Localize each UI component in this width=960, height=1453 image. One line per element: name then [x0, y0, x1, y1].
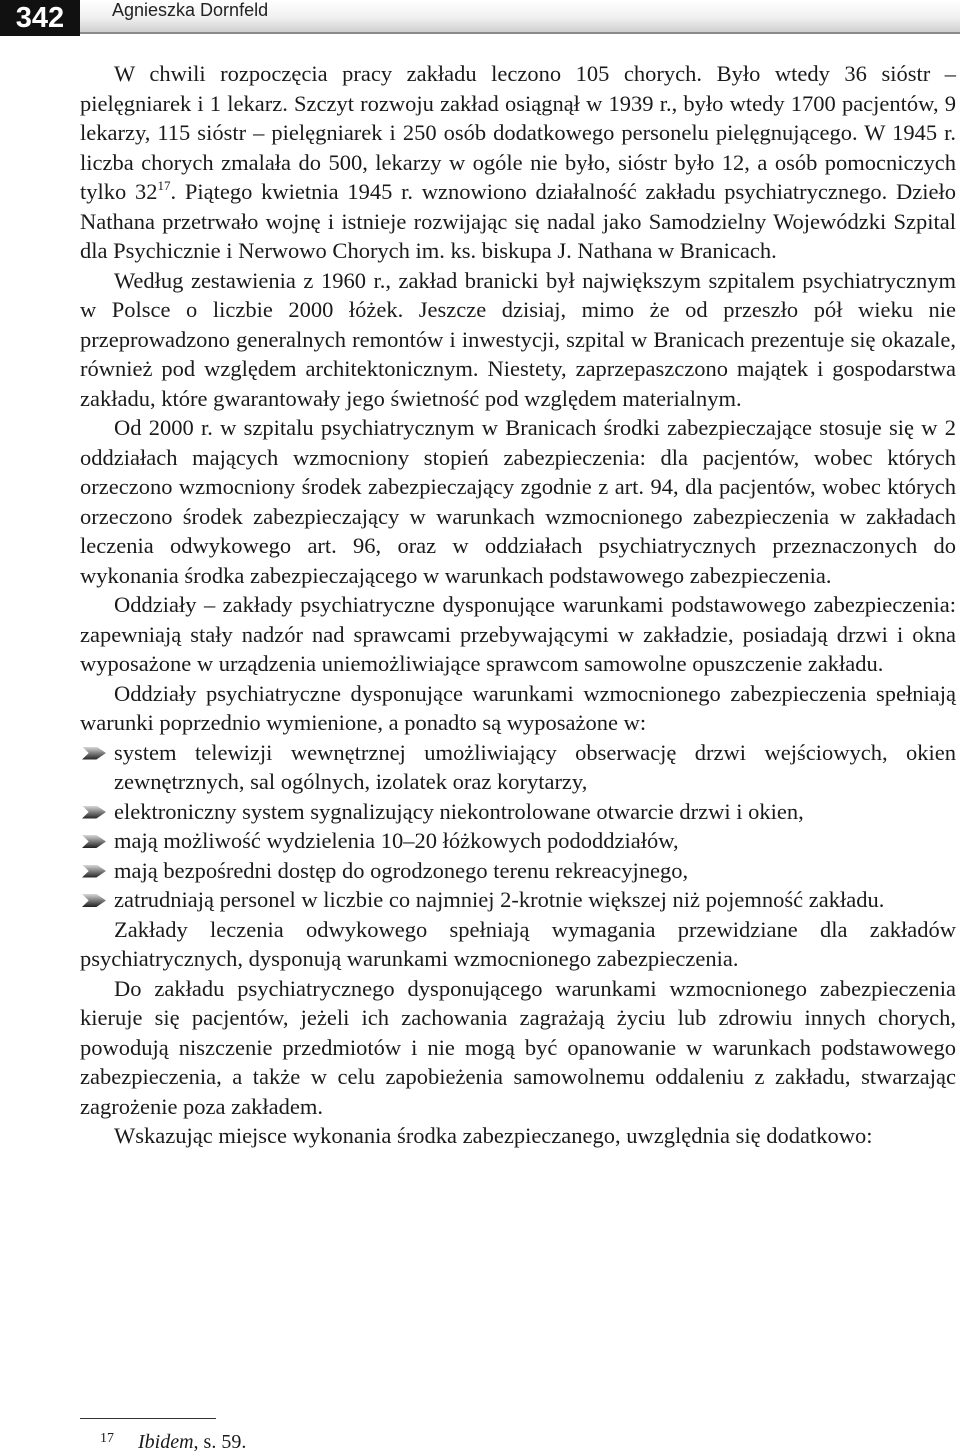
list-item: mają bezpośredni dostęp do ogrodzonego terenu rekreacyjnego,	[80, 856, 956, 886]
list-item: elektroniczny system sygnalizujący niekontrolowane otwarcie drzwi i okien,	[80, 797, 956, 827]
paragraph: W chwili rozpoczęcia pracy zakładu leczono 105 chorych. Było wtedy 36 sióstr – pielęgniarek i 1 lekarz. Szczyt rozwoju zakład osiągnął w 1939 r., było wtedy 1700 pacjentów, 9 lekarzy, 115 sióstr – pielęgniarek i 250 osób dodatkowego personelu pielęgnującego. W 1945 r. liczba chorych zmalała do 500, lekarzy w ogóle nie było, sióstr było 12, a osób pomocniczych tylko $32^{17}$. Piątego kwietnia 1945 r. wznowiono działalność zakładu psychiatrycznego. Dzieło Nathana przetrwało wojnę i istnieje rozwijając się nadal jako Samodzielny Wojewódzki Szpital dla Psychicznie i Nerwowo Chorych im. ks. biskupa J. Nathana w Branicach.	[80, 61, 956, 263]
paragraph: Zakłady leczenia odwykowego spełniają wymagania przewidziane dla zakładów psychiatrycznych, dysponują warunkami wzmocnionego zabezpieczenia.	[80, 916, 956, 971]
paragraph: Według zestawienia z 1960 r., zakład branicki był największym szpitalem psychiatrycznym w Polsce o liczbie 2000 łóżek. Jeszcze dzisiaj, mimo że od przeszło pół wieku nie przeprowadzono generalnych remontów i inwestycji, szpital w Branicach prezentuje się okazale, również pod względem architektonicznym. Niestety, zaprzepaszczono majątek i gospodarstwa zakładu, które gwarantowały jego świetność pod względem materialnym.	[80, 267, 956, 411]
paragraph: Wskazując miejsce wykonania środka zabezpieczanego, uwzględnia się dodatkowo:	[114, 1123, 873, 1148]
paragraph: Od 2000 r. w szpitalu psychiatrycznym w Branicach środki zabezpieczające stosuje się w 2 oddziałach mających wzmocniony stopień zabezpieczenia: dla pacjentów, wobec których orzeczono wzmocniony środek zabezpieczający zgodnie z art. 94, dla pacjentów, wobec których orzeczono środek zabezpieczający w warunkach wzmocnionego zabezpieczenia w zakładach leczenia odwykowego art. 96, oraz w oddziałach psychiatrycznych przeznaczonych do wykonania środka zabezpieczającego w warunkach podstawowego zabezpieczenia.	[80, 415, 956, 588]
running-head-author: Agnieszka Dornfeld	[112, 0, 269, 20]
list-item: zatrudniają personel w liczbie co najmniej 2-krotnie większej niż pojemność zakładu.	[80, 885, 956, 915]
footnote-reference[interactable]: 17	[157, 178, 171, 193]
arrow-bullet-icon	[82, 806, 106, 819]
bullet-list	[80, 738, 956, 915]
paragraph: Oddziały psychiatryczne dysponujące warunkami wzmocnionego zabezpieczenia spełniają warunki poprzednio wymienione, a ponadto są wyposażone w:	[80, 680, 956, 735]
paragraph: Do zakładu psychiatrycznego dysponującego warunkami wzmocnionego zabezpieczenia kieruje się pacjentów, jeżeli ich zachowania zagrażają życiu lub zdrowiu innych chorych, powodują niszczenie przedmiotów i nie mogą być opanowanie w warunkach podstawowego zabezpieczenia, a także w celu zapobieżenia samowolnemu oddaleniu z zakładu, stwarzając zagrożenie poza zakładem.	[80, 975, 956, 1119]
list-item: mają możliwość wydzielenia 10–20 łóżkowych pododdziałów,	[80, 826, 956, 856]
paragraph: Oddziały – zakłady psychiatryczne dysponujące warunkami podstawowego zabezpieczenia: zapewniają stały nadzór nad sprawcami przebywającymi w zakładzie, posiadają drzwi i okna wyposażone w urządzenia uniemożliwiające sprawcom samowolne opuszczenie zakładu.	[80, 592, 956, 676]
footnote-divider	[80, 1418, 216, 1419]
arrow-bullet-icon	[82, 894, 106, 907]
footnote-page: , s. 59.	[193, 1431, 247, 1453]
page-number: 342	[0, 0, 80, 36]
arrow-bullet-icon	[82, 835, 106, 848]
footnote-number: 17	[100, 1431, 114, 1446]
arrow-bullet-icon	[82, 747, 106, 760]
footnote-source: Ibidem	[138, 1431, 194, 1453]
list-item: system telewizji wewnętrznej umożliwiający obserwację drzwi wejściowych, okien zewnętrznych, sal ogólnych, izolatek oraz korytarzy,	[80, 738, 956, 797]
arrow-bullet-icon	[82, 865, 106, 878]
running-header	[0, 0, 960, 40]
body-text	[80, 59, 956, 1151]
footnote	[80, 1428, 680, 1453]
